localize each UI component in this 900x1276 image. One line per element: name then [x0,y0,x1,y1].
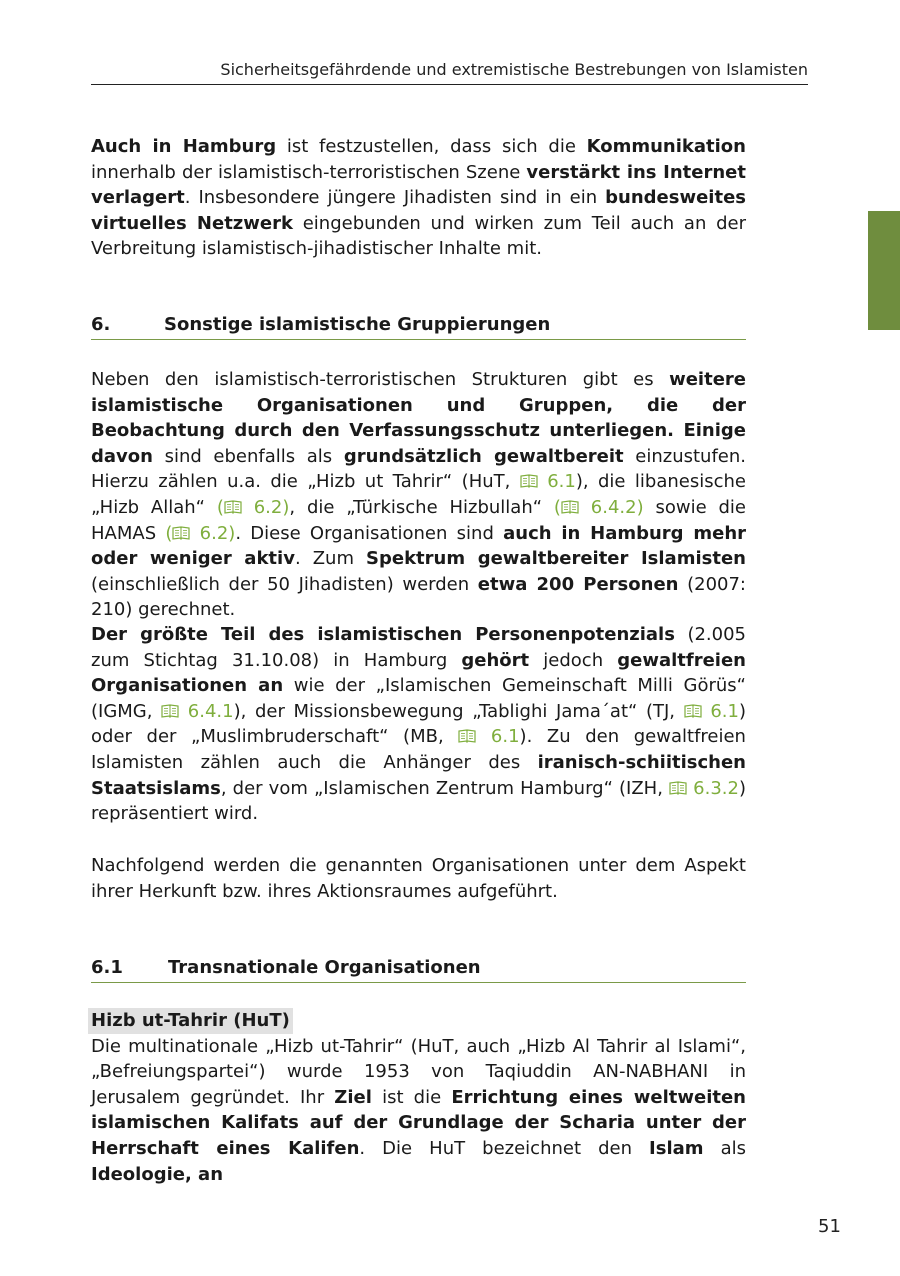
cross-reference-link[interactable]: 6.1 [684,701,739,722]
book-icon [172,526,190,540]
cross-reference-link[interactable]: ( 6.2) [165,522,236,544]
section-number: 6.1 [91,957,123,978]
section-number: 6. [91,314,111,335]
book-icon [520,474,538,488]
paragraph-nonviolent-islamists: Der größte Teil des islamistischen Personenpotenzials (2.005 zum Stichtag 31.10.08) in Hamburg gehört jedoch gewaltfreien Organisationen an wie der „Islamischen Gemeinschaft Milli Görüs“ (IGMG, 6.4.1), der Missionsbewegung „Tablighi Jama´at“ (TJ, 6.1) oder der „Muslimbruderschaft“ (MB, 6.1). Zu den gewaltfreien Islamisten zählen auch die Anhänger des iranisch-schiitischen Staatsislams, der vom „Islamischen Zentrum Hamburg“ (IZH, 6.3.2) repräsentiert wird. [91,624,747,825]
cross-reference-link[interactable]: 6.1 [520,471,576,492]
cross-reference-link[interactable]: 6.1 [458,726,519,747]
running-header [91,60,808,85]
section-title: Sonstige islamistische Gruppierungen [164,314,551,335]
book-icon [458,729,476,743]
running-title: Sicherheitsgefährdende und extremistische Bestrebungen von Islamisten [220,60,808,79]
page-number: 51 [818,1216,841,1237]
chapter-tab-marker [868,211,900,330]
book-icon [561,500,579,514]
book-icon [224,500,242,514]
book-icon [684,704,702,718]
paragraph-internet-communication: Auch in Hamburg ist festzustellen, dass sich die Kommunikation innerhalb der islamistisch-terroristischen Szene verstärkt ins Internet verlagert. Insbesondere jüngere Jihadisten sind in ein bundesweites virtuelles Netzwerk eingebunden und wirken zum Teil auch an der Verbreitung islamistisch-jihadistischer Inhalte mit. [91,136,746,260]
cross-reference-link[interactable]: 6.3.2 [669,778,739,799]
section-heading-6 [91,314,746,340]
section-heading-6-1 [91,957,746,983]
subsection-heading: Hizb ut-Tahrir (HuT) [88,1008,293,1034]
book-icon [161,704,179,718]
paragraph-hizb-ut-tahrir: Hizb ut-Tahrir (HuT) Die multinationale „Hizb ut-Tahrir“ (HuT, auch „Hizb Al Tahrir al Islami“, „Befreiungspartei“) wurde 1953 von Taqiuddin AN-NABHANI in Jerusalem gegründet. Ihr Ziel ist die Errichtung eines weltweiten islamischen Kalifats auf der Grundlage der Scharia unter der Herrschaft eines Kalifen. Die HuT bezeichnet den Islam als Ideologie, an [91,1008,746,1187]
cross-reference-link[interactable]: 6.4.1 [161,701,233,722]
book-icon [669,781,687,795]
paragraph-other-groups: Neben den islamistisch-terroristischen Strukturen gibt es weitere islamistische Organisationen und Gruppen, die der Beobachtung durch den Verfassungsschutz unterliegen. Einige davon sind ebenfalls als grundsätzlich gewaltbereit einzustufen. Hierzu zählen u.a. die „Hizb ut Tahrir“ (HuT, 6.1), die libanesische „Hizb Allah“ ( 6.2), die „Türkische Hizbullah“ ( 6.4.2) sowie die HAMAS ( 6.2). Diese Organisationen sind auch in Hamburg mehr oder weniger aktiv. Zum Spektrum gewaltbereiter Islamisten (einschließlich der 50 Jihadisten) werden etwa 200 Personen (2007: 210) gerechnet. [91,369,747,621]
cross-reference-link[interactable]: ( 6.2) [216,496,290,518]
cross-reference-link[interactable]: ( 6.4.2) [553,496,644,518]
section-title: Transnationale Organisationen [168,957,481,978]
paragraph-overview: Nachfolgend werden die genannten Organisationen unter dem Aspekt ihrer Herkunft bzw. ihres Aktionsraumes aufgeführt. [91,855,746,902]
